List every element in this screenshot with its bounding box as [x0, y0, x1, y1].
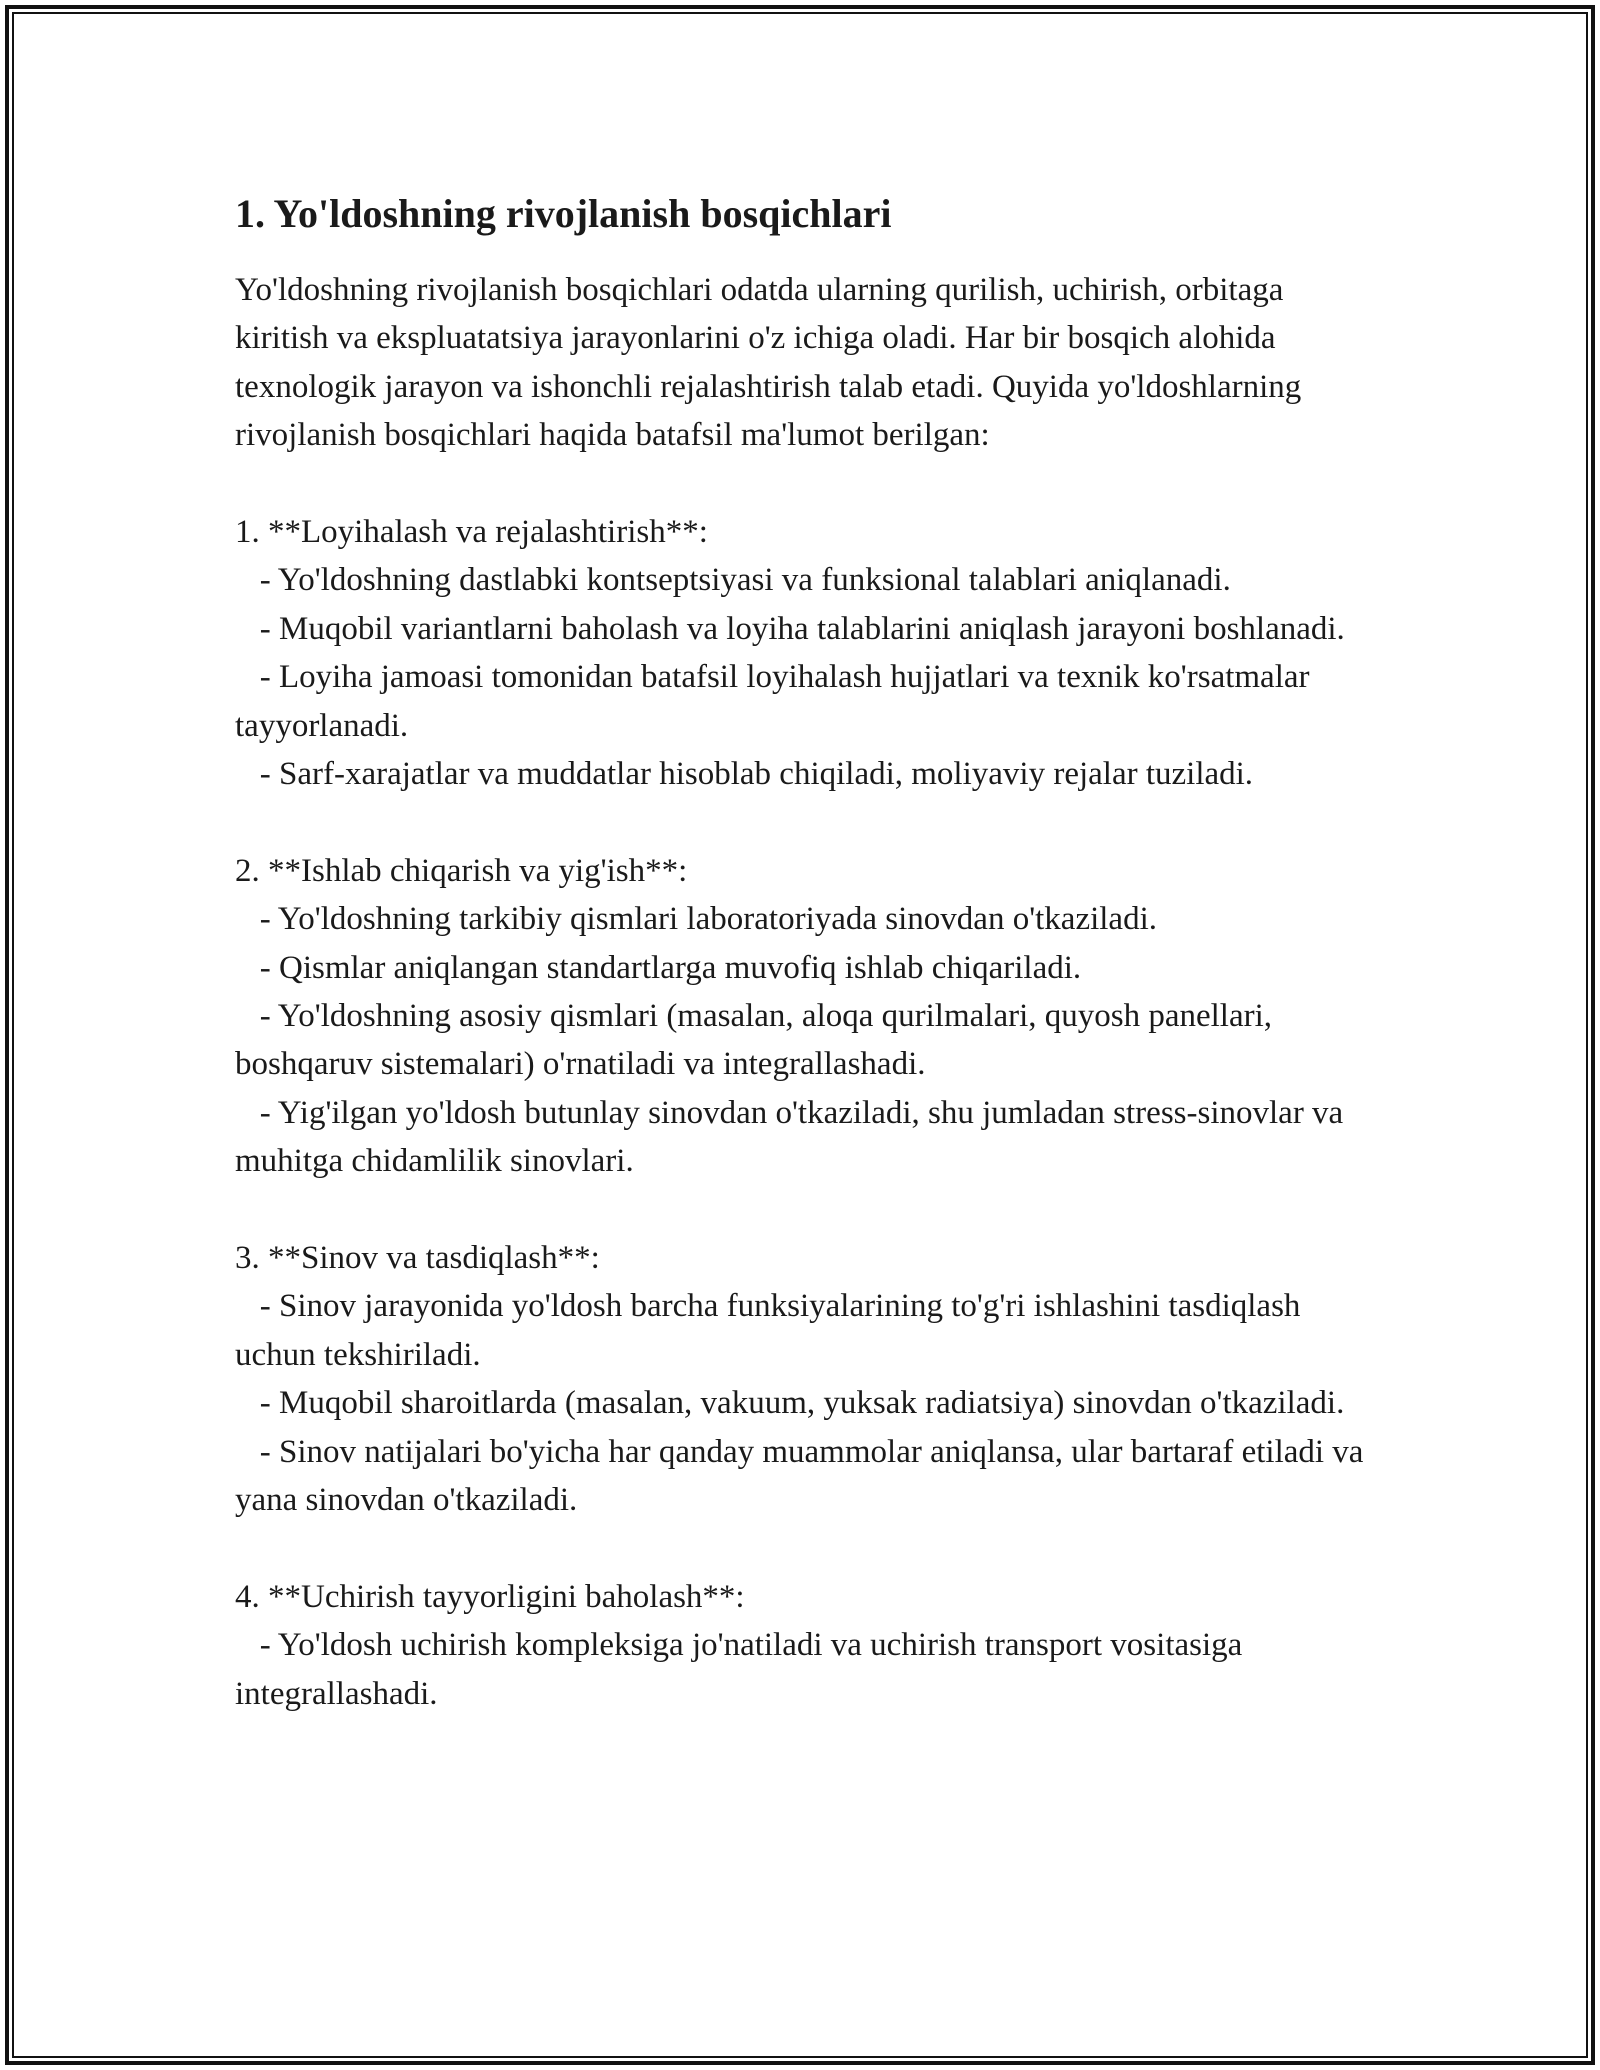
list-item: - Muqobil variantlarni baholash va loyiha talablarini aniqlash jarayoni boshlanadi. [259, 610, 1345, 647]
list-item: - Yo'ldoshning dastlabki kontseptsiyasi va funksional talablari aniqlanadi. [259, 562, 1231, 599]
paragraph-gap [235, 1525, 1385, 1573]
paragraph-gap [235, 460, 1385, 508]
list-item: - Muqobil sharoitlarda (masalan, vakuum, yuksak radiatsiya) sinovdan o'tkaziladi. [259, 1385, 1345, 1422]
intro-paragraph: Yo'ldoshning rivojlanish bosqichlari odatda ularning qurilish, uchirish, orbitaga kiritish va ekspluatatsiya jarayonlarini o'z ichiga oladi. Har bir bosqich alohida texnologik jarayon va ishonchli rejalashtirish talab etadi. Quyida yo'ldoshlarning rivojlanish bosqichlari haqida batafsil ma'lumot berilgan: [235, 272, 1302, 454]
section-1 [235, 508, 1385, 798]
list-item: - Yo'ldoshning tarkibiy qismlari laboratoriyada sinovdan o'tkaziladi. [259, 901, 1158, 938]
document-body [235, 186, 1385, 1718]
section-heading: 4. **Uchirish tayyorligini baholash**: [235, 1578, 745, 1615]
list-item: - Sinov jarayonida yo'ldosh barcha funksiyalarining to'g'ri ishlashini tasdiqlash uchun tekshiriladi. [235, 1288, 1309, 1373]
section-3 [235, 1234, 1385, 1524]
section-heading: 2. **Ishlab chiqarish va yig'ish**: [235, 852, 688, 889]
section-4 [235, 1573, 1385, 1718]
document-title: 1. Yo'ldoshning rivojlanish bosqichlari [235, 191, 892, 236]
paragraph-gap [235, 1186, 1385, 1234]
list-item: - Sinov natijalari bo'yicha har qanday muammolar aniqlansa, ular bartaraf etiladi va yana sinovdan o'tkaziladi. [235, 1433, 1372, 1519]
section-2 [235, 847, 1385, 1186]
list-item: - Yig'ilgan yo'ldosh butunlay sinovdan o'tkaziladi, shu jumladan stress-sinovlar va muhitga chidamlilik sinovlari. [235, 1094, 1352, 1180]
section-heading: 1. **Loyihalash va rejalashtirish**: [235, 514, 708, 551]
list-item: - Sarf-xarajatlar va muddatlar hisoblab chiqiladi, moliyaviy rejalar tuziladi. [259, 756, 1254, 793]
section-heading: 3. **Sinov va tasdiqlash**: [235, 1240, 600, 1277]
list-item: - Yo'ldoshning asosiy qismlari (masalan, aloqa qurilmalari, quyosh panellari, boshqaruv sistemalari) o'rnatiladi va integrallashadi. [235, 998, 1281, 1083]
list-item: - Loyiha jamoasi tomonidan batafsil loyihalash hujjatlari va texnik ko'rsatmalar tayyorlanadi. [235, 659, 1318, 744]
paragraph-gap [235, 798, 1385, 846]
list-item: - Yo'ldosh uchirish kompleksiga jo'natiladi va uchirish transport vositasiga integrallashadi. [235, 1627, 1251, 1712]
list-item: - Qismlar aniqlangan standartlarga muvofiq ishlab chiqariladi. [259, 949, 1082, 986]
